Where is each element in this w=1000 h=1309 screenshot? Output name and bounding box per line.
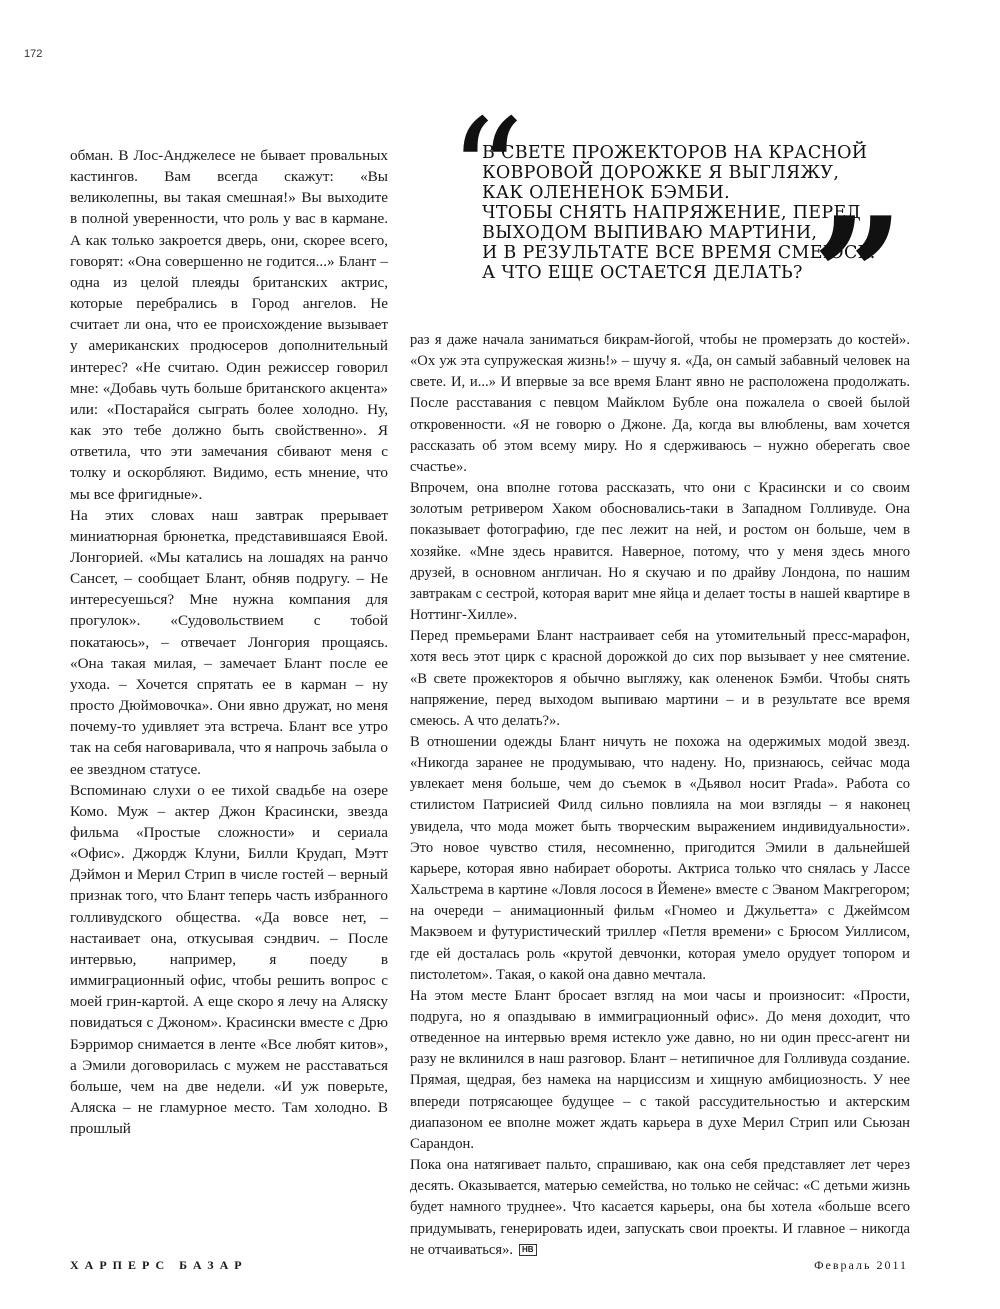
- right-column: [410, 330, 910, 1261]
- pull-quote-line: КОВРОВОЙ ДОРОЖКЕ Я ВЫГЛЯЖУ,: [482, 163, 840, 183]
- footer-magazine-name: ХАРПЕРС БАЗАР: [70, 1258, 248, 1272]
- pull-quote: [440, 88, 960, 370]
- article-paragraph: На этом месте Блант бросает взгляд на мои часы и произносит: «Прости, подруга, но я опаздываю в иммиграционный офис». До меня доходит, что отведенное на интервью время истекло уже давно, но ни один пресс-агент ни разу не вклинился в наш разговор. Блант – нетипичное для Голливуда создание. Прямая, щедрая, без намека на нарциссизм и хищную амбициозность. У нее впереди потрясающее будущее – с такой рассудительностью и актерским диапазоном ее вполне может ждать карьера в духе Мерил Стрип или Сьюзан Сарандон.: [410, 987, 910, 1152]
- end-of-article-mark: HB: [519, 1244, 537, 1256]
- pull-quote-line: ВЫХОДОМ ВЫПИВАЮ МАРТИНИ,: [482, 223, 818, 243]
- pull-quote-line: В СВЕТЕ ПРОЖЕКТОРОВ НА КРАСНОЙ: [482, 143, 868, 163]
- article-paragraph: раз я даже начала заниматься бикрам-йогой, чтобы не промерзать до костей». «Ох уж эта супружеская жизнь!» – шучу я. «Да, он самый забавный человек на свете. И, и...» И впервые за все время Блант явно не расположена продолжать. После расставания с певцом Майклом Бубле она пожалела о своей былой откровенности. «Я не говорю о Джоне. Да, когда вы влюблены, вам хочется рассказать об этом всему миру. Но я сдерживаюсь – нужно оберегать свое счастье».: [410, 332, 910, 475]
- article-paragraph: Впрочем, она вполне готова рассказать, что они с Красински и со своим золотым ретривером Хаком обосновались-таки в Западном Голливуде. Она показывает фотографию, где пес лежит на ней, и ростом он больше, чем в хозяйке. «Мне здесь нравится. Наверное, потому, что у меня здесь много друзей, в основном англичан. Но я скучаю и по драйву Лондона, по нашим завтракам с сестрой, которая варит мне яйца и делает тосты в нашей квартире в Ноттинг-Хилле».: [410, 480, 910, 624]
- page-number: 172: [24, 48, 43, 60]
- pull-quote-line: А ЧТО ЕЩЕ ОСТАЕТСЯ ДЕЛАТЬ?: [482, 263, 803, 283]
- article-paragraph: В отношении одежды Блант ничуть не похожа на одержимых модой звезд. «Никогда заранее не продумываю, что надену. Но, признаюсь, сейчас мода увлекает меня больше, чем до съемок в «Дьявол носит Prada». Работа со стилистом Патрисией Филд сильно повлияла на мои взгляды – я наконец увидела, что мода может быть творческим выражением индивидуальности». Это новое чувство стиля, несомненно, пригодится Эмили в дальнейшей карьере, которая явно набирает обороты. Актриса только что снялась у Лассе Хальстрема в картине «Ловля лосося в Йемене» вместе с Эваном Макгрегором; на очереди – анимационный фильм «Гномео и Джульетта» с Джеймсом Макэвоем и футуристический триллер «Петля времени» с Брюсом Уиллисом, где ей досталась роль «крутой девчонки, которая умело орудует топором и пистолетом». Такая, о какой она давно мечтала.: [410, 733, 910, 983]
- open-quote-icon: “: [448, 88, 525, 262]
- pull-quote-line: ЧТОБЫ СНЯТЬ НАПРЯЖЕНИЕ, ПЕРЕД: [482, 203, 862, 223]
- pull-quote-line: И В РЕЗУЛЬТАТЕ ВСЕ ВРЕМЯ СМЕЮСЬ.: [482, 243, 876, 263]
- article-paragraph: На этих словах наш завтрак прерывает миниатюрная брюнетка, представившаяся Евой. Лонгорией. «Мы катались на лошадях на ранчо Сансет, – сообщает Блант, обняв подругу. – Не интересуешься? Мне нужна компания для прогулок». «Судовольствием с тобой покатаюсь», – отвечает Лонгория прощаясь. «Она такая милая, – замечает Блант после ее ухода. – Хочется спрятать ее в карман – ну просто Дюймовочка». Они явно дружат, но меня почему-то удивляет эта встреча. Блант все утро так на себя наговаривала, что я напрочь забыла о ее звездном статусе.: [70, 506, 388, 778]
- article-paragraph: Перед премьерами Блант настраивает себя на утомительный пресс-марафон, хотя весь этот цирк с красной дорожкой до сих пор вызывает у нее смятение. «В свете прожекторов я обычно выгляжу, как олененок Бэмби. Чтобы снять напряжение, перед выходом выпиваю мартини – и в результате все время смеюсь. А что делать?».: [410, 628, 910, 729]
- footer-issue-date: Февраль 2011: [814, 1258, 908, 1272]
- article-paragraph: Вспоминаю слухи о ее тихой свадьбе на озере Комо. Муж – актер Джон Красински, звезда фильма «Простые сложности» и сериала «Офис». Джордж Клуни, Билли Крудап, Мэтт Дэймон и Мерил Стрип в числе гостей – верный признак того, что Блант теперь часть избранного голливудского общества. «Да вовсе нет, – настаивает она, откусывая сэндвич. – После интервью, например, я поеду в иммиграционный офис, чтобы решить вопрос с моей грин-картой. А еще скоро я лечу на Аляску повидаться с Джоном». Красински вместе с Дрю Бэрримор снимается в ленте «Все любят китов», а Эмили договорилась с мужем не расставаться больше, чем на две недели. «И уж поверьте, Аляска – не гламурное место. Там холодно. В прошлый: [70, 781, 388, 1138]
- article-paragraph-text: Пока она натягивает пальто, спрашиваю, как она себя представляет лет через десять. Оказывается, матерью семейства, но только не сейчас: «С детьми жизнь будет намного труднее». Что касается карьеры, она бы хотела «больше всего придумывать, генерировать идеи, запускать свои проекты. И главное – никогда не отчаиваться».: [410, 1157, 910, 1258]
- left-column: [70, 145, 388, 1139]
- pull-quote-line: КАК ОЛЕНЕНОК БЭМБИ.: [482, 183, 730, 203]
- close-quote-icon: ”: [812, 182, 905, 370]
- article-paragraph: обман. В Лос-Анджелесе не бывает провальных кастингов. Вам всегда скажут: «Вы великолепны, вы такая смешная!» Вы выходите в полной уверенности, что роль у вас в кармане. А как только закроется дверь, они, скорее всего, говорят: «Она совершенно не годится...» Блант – одна из целой плеяды британских актрис, которые перебрались в Город ангелов. Не считает ли она, что ее происхождение вызывает у американских продюсеров дополнительный интерес? «Не считаю. Один режиссер говорил мне: «Добавь чуть больше британского акцента» или: «Постарайся сыграть более холодно. Ну, как это тебе должно быть свойственно». Я ответила, что эти замечания сбивают меня с толку и оскорбляют. Видимо, есть мнение, что мы все фригидные».: [70, 147, 388, 503]
- article-paragraph-last: [410, 1155, 910, 1261]
